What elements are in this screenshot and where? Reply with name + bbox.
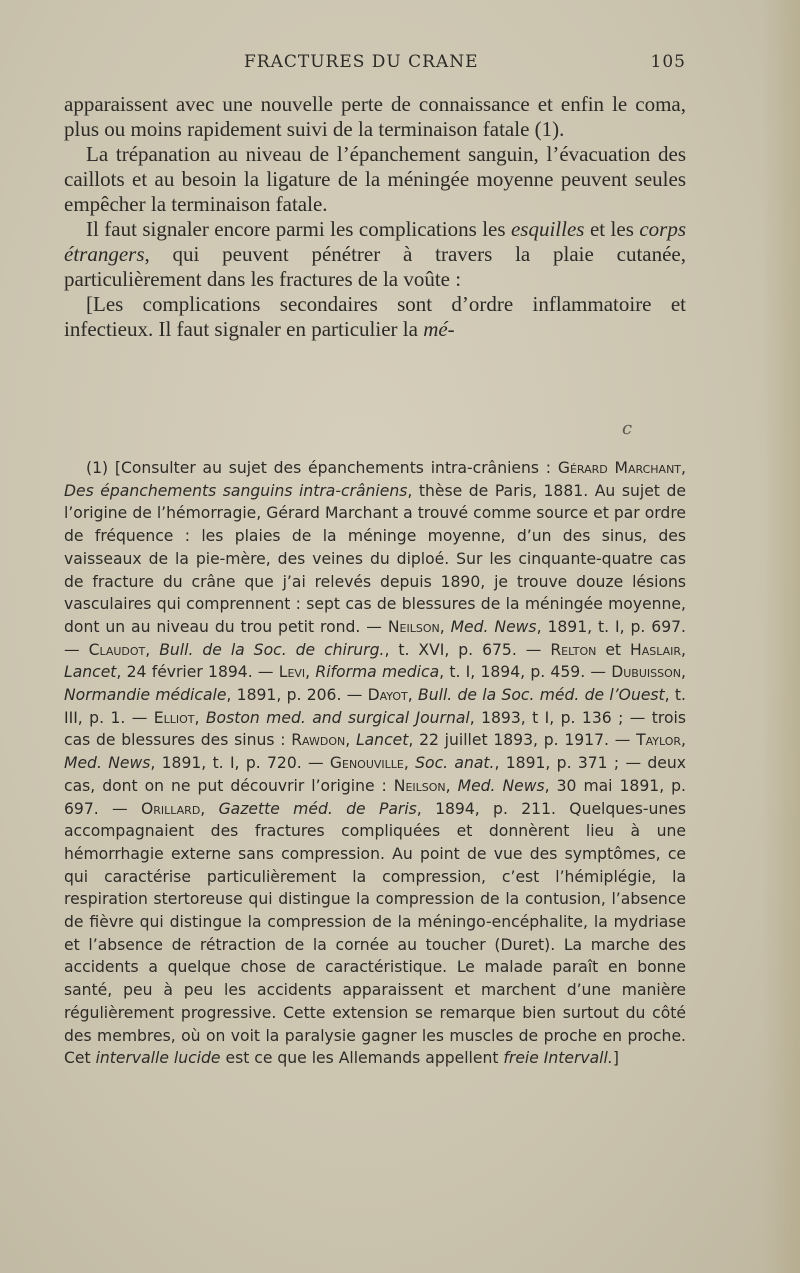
italic-term: intervalle lucide bbox=[95, 1049, 221, 1068]
author-name: Orillard bbox=[140, 799, 201, 818]
italic-term: freie Intervall. bbox=[503, 1049, 613, 1068]
text-run: , t. I, 1894, p. 459. — bbox=[439, 663, 612, 682]
author-name: Relton bbox=[550, 640, 597, 659]
text-run: (1) [Consulter au sujet des épanchements intra-crâniens : bbox=[86, 459, 558, 477]
author-name: Dubuisson bbox=[611, 663, 682, 682]
citation-title: Med. News bbox=[64, 754, 151, 773]
text-run: , 24 février 1894. — bbox=[116, 663, 279, 682]
text-run: , bbox=[305, 663, 316, 682]
citation-title: Med. News bbox=[457, 776, 545, 795]
page-edge-shadow bbox=[762, 0, 800, 1273]
main-text bbox=[64, 92, 686, 342]
author-name: Rawdon bbox=[291, 731, 346, 750]
text-run: Il faut signaler encore parmi les complications les bbox=[86, 217, 511, 241]
text-run: , bbox=[145, 640, 160, 659]
text-run: est ce que les Allemands appellent bbox=[220, 1049, 504, 1068]
text-run: , thèse de Paris, 1881. Au sujet de l’origine de l’hémorragie, Gérard Marchant a trouvé comme source et par ordre de fréquence : les plaies de la méninge moyenne, d’un des sinus, des vaisseaux de la pie-mère, des veines du diploé. Sur les cinquante-quatre cas de fracture du crâne que j’ai relevés depuis 1890, je trouve douze lésions vasculaires qui comprennent : sept cas de blessures de la méningée moyenne, dont un au niveau du trou petit rond. — bbox=[64, 481, 686, 636]
text-run: , bbox=[681, 663, 686, 682]
italic-term: esquilles bbox=[510, 217, 585, 241]
text-run: , t. XVI, p. 675. — bbox=[384, 640, 551, 659]
paragraph-1: apparaissent avec une nouvelle perte de connaissance et enfin le coma, plus ou moins rapidement suivi de la terminaison fatale (1). bbox=[64, 92, 686, 141]
text-run: et bbox=[596, 640, 630, 659]
text-run: , bbox=[681, 731, 686, 750]
author-name: Genouville bbox=[329, 754, 404, 773]
text-run: , 1891, p. 371 ; — deux cas, dont on ne put découvrir l’origine : bbox=[64, 754, 686, 795]
text-run: , bbox=[403, 754, 416, 773]
author-name: Elliot bbox=[153, 708, 195, 727]
citation-title: Bull. de la Soc. méd. de l’Ouest bbox=[418, 686, 665, 705]
margin-mark: c bbox=[622, 418, 633, 439]
text-run: , bbox=[445, 776, 458, 795]
footnote bbox=[64, 457, 686, 1070]
author-name: Taylor bbox=[636, 731, 682, 750]
citation-title: Gazette méd. de Paris bbox=[218, 799, 417, 818]
italic-term: corps étrangers bbox=[64, 217, 686, 266]
citation-title: Bull. de la Soc. de chirurg. bbox=[159, 640, 385, 659]
author-name: Haslair bbox=[630, 640, 682, 659]
text-run: , bbox=[681, 459, 686, 477]
citation-title: Med. News bbox=[450, 617, 537, 636]
text-run: , bbox=[345, 731, 356, 750]
citation-title: Lancet bbox=[355, 731, 409, 750]
footnote-paragraph bbox=[64, 457, 686, 1070]
author-name: Claudot bbox=[88, 640, 146, 659]
text-run: , qui peuvent pénétrer à travers la plaie cutanée, particulièrement dans les fractures de la voûte : bbox=[64, 242, 686, 291]
text-run: [Les complications secondaires sont d’ordre inflammatoire et infectieux. Il faut signaler en particulier la bbox=[64, 292, 686, 341]
italic-term: mé- bbox=[423, 317, 455, 341]
author-name: Levi bbox=[278, 663, 306, 682]
paragraph-4 bbox=[64, 292, 686, 342]
text-run: , 1893, t I, p. 136 ; — trois cas de blessures des sinus : bbox=[64, 708, 686, 750]
author-name: Gérard Marchant bbox=[557, 459, 682, 477]
text-run: , 22 juillet 1893, p. 1917. — bbox=[408, 731, 637, 750]
paragraph-3 bbox=[64, 217, 686, 292]
text-run: , 1891, t. I, p. 720. — bbox=[150, 754, 330, 773]
text-run: , 1891, p. 206. — bbox=[226, 686, 368, 705]
running-title: FRACTURES DU CRANE bbox=[244, 52, 479, 72]
paragraph-2: La trépanation au niveau de l’épanchement sanguin, l’évacuation des caillots et au besoin la ligature de la méningée moyenne peuvent seules empêcher la terminaison fatale. bbox=[64, 142, 686, 216]
text-run: , t. III, p. 1. — bbox=[64, 686, 686, 727]
text-run: et les bbox=[584, 217, 640, 241]
text-run: , bbox=[439, 617, 451, 636]
text-run: , bbox=[200, 799, 219, 818]
page-number: 105 bbox=[650, 52, 686, 72]
author-name: Neilson bbox=[393, 776, 446, 795]
citation-title: Lancet bbox=[64, 663, 117, 682]
citation-title: Soc. anat. bbox=[415, 754, 495, 773]
citation-title: Des épanchements sanguins intra-crâniens bbox=[64, 481, 408, 500]
citation-title: Normandie médicale bbox=[64, 686, 227, 705]
citation-title: Riforma medica bbox=[315, 663, 440, 682]
text-run: , bbox=[681, 640, 686, 659]
closing-bracket: ] bbox=[612, 1049, 619, 1068]
author-name: Neilson bbox=[387, 617, 440, 636]
text-run: , bbox=[407, 686, 419, 705]
text-run: , bbox=[194, 708, 206, 727]
text-run: , 1891, t. I, p. 697. — bbox=[64, 617, 686, 659]
text-run: , 30 mai 1891, p. 697. — bbox=[64, 776, 687, 818]
author-name: Dayot bbox=[367, 686, 408, 705]
citation-title: Boston med. and surgical Journal bbox=[205, 708, 470, 727]
text-run: , 1894, p. 211. Quelques-unes accompagnaient des fractures compliquées et donnèrent lieu à une hémorrhagie externe sans compression. Au point de vue des symptômes, ce qui caractérise particulièrement la compression, c’est l’hémiplégie, la respiration stertoreuse qui distingue la compression de la contusion, l’absence de fièvre qui distingue la compression de la méningo-encéphalite, la mydriase et l’absence de rétraction de la cornée au toucher (Duret). La marche des accidents a quelque chose de caractéristique. Le malade paraît en bonne santé, peu à peu les accidents apparaissent et marchent d’une manière régulièrement progressive. Cette extension se remarque bien surtout du côté des membres, où on voit la paralysie gagner les muscles de proche en proche. Cet bbox=[64, 799, 686, 1068]
